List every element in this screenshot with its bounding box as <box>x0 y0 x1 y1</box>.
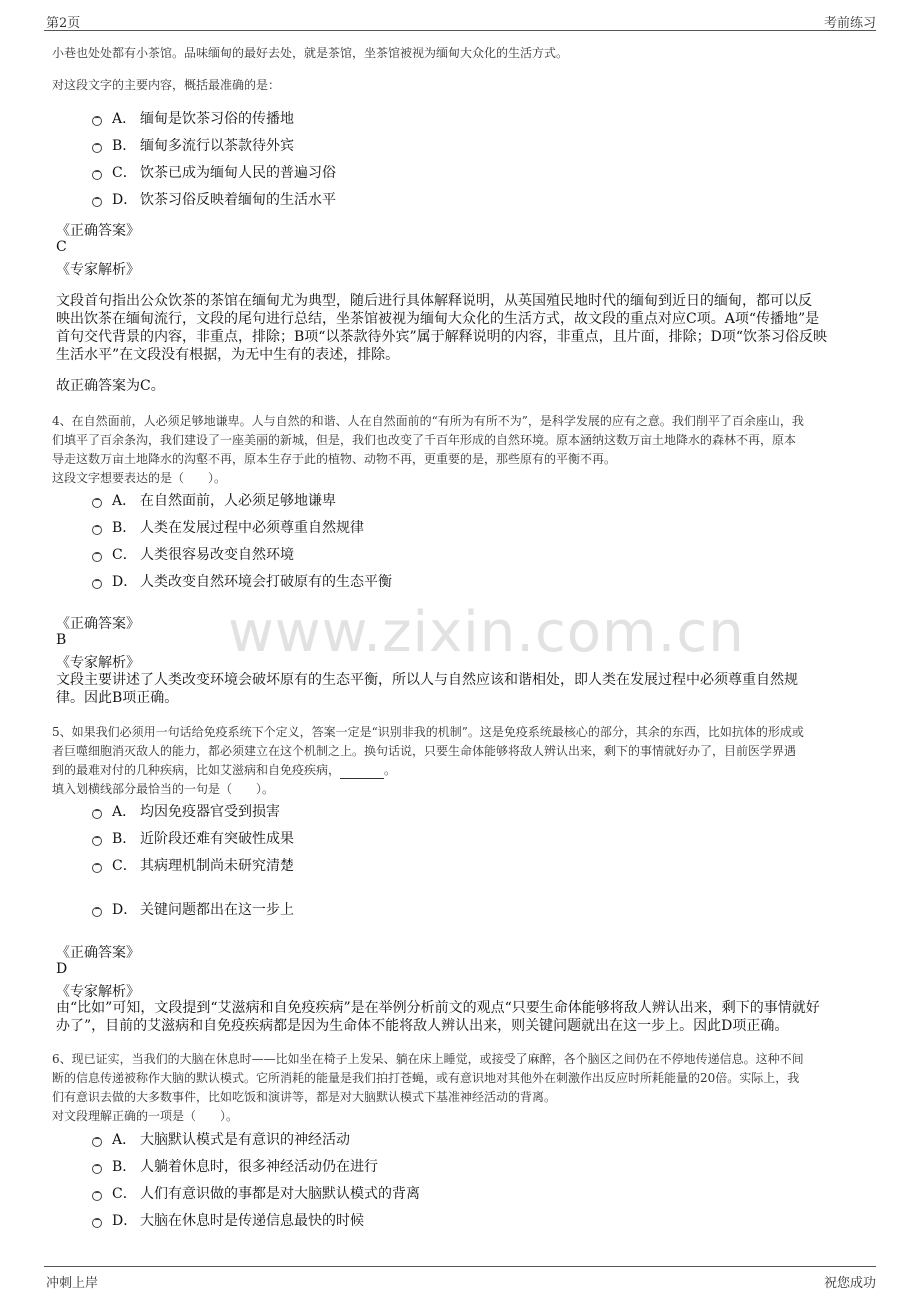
footer-divider <box>44 1266 876 1267</box>
q3-passage: 小巷也处处都有小茶馆。品味缅甸的最好去处，就是茶馆，坐茶馆被视为缅甸大众化的生活方式。 <box>52 46 569 60</box>
radio-icon[interactable] <box>92 907 102 917</box>
q5-passage-line: 者巨噬细胞消灭敌人的能力，都必须建立在这个机制之上。换句话说，只要生命体能够将敌人辨认出来，剩下的事情就好办了，目前医学界遇 <box>52 744 797 758</box>
radio-icon[interactable] <box>92 525 102 535</box>
header-divider <box>44 30 876 31</box>
q6-option-a[interactable]: A． 大脑默认模式是有意识的神经活动 <box>92 1129 350 1149</box>
q4-passage-line: 导走这数万亩土地降水的沟壑不再，原本生存于此的植物、动物不再，更重要的是，那些原有的平衡不再。 <box>52 452 617 466</box>
q3-option-d[interactable]: D． 饮茶习俗反映着缅甸的生活水平 <box>92 189 336 209</box>
q6-prompt: 对文段理解正确的一项是（ ）。 <box>52 1109 239 1123</box>
footer-left-text: 冲刺上岸 <box>46 1276 99 1291</box>
q5-option-a[interactable]: A． 均因免疫器官受到损害 <box>92 801 280 821</box>
radio-icon[interactable] <box>92 836 102 846</box>
q5-option-c[interactable]: C． 其病理机制尚未研究清楚 <box>92 855 294 875</box>
q5-answer: D <box>56 961 68 977</box>
q3-option-b[interactable]: B． 缅甸多流行以茶款待外宾 <box>92 135 294 155</box>
q3-conclusion: 故正确答案为C。 <box>56 378 165 394</box>
q4-passage-line: 们填平了百余条沟，我们建设了一座美丽的新城，但是，我们也改变了千百年形成的自然环境。原本涵纳这数万亩土地降水的森林不再，原本 <box>52 433 797 447</box>
q5-option-b[interactable]: B． 近阶段还难有突破性成果 <box>92 828 294 848</box>
q6-option-c[interactable]: C． 人们有意识做的事都是对大脑默认模式的背离 <box>92 1183 420 1203</box>
q6-passage-line: 6、现已证实，当我们的大脑在休息时——比如坐在椅子上发呆、躺在床上睡觉，或接受了麻醉，各个脑区之间仍在不停地传递信息。这种不间 <box>52 1052 804 1066</box>
radio-icon[interactable] <box>92 143 102 153</box>
radio-icon[interactable] <box>92 863 102 873</box>
radio-icon[interactable] <box>92 1191 102 1201</box>
q3-analysis-line: 文段首句指出公众饮茶的茶馆在缅甸尤为典型，随后进行具体解释说明，从英国殖民地时代的缅甸到近日的缅甸，都可以反 <box>56 293 812 309</box>
q5-prompt: 填入划横线部分最恰当的一句是（ ）。 <box>52 782 275 796</box>
q5-passage-line: 5、如果我们必须用一句话给免疫系统下个定义，答案一定是“识别非我的机制”。这是免疫系统最核心的部分，其余的东西，比如抗体的形成或 <box>52 725 804 739</box>
radio-icon[interactable] <box>92 197 102 207</box>
q4-option-a[interactable]: A． 在自然面前，人必须足够地谦卑 <box>92 490 336 510</box>
footer-right-text: 祝您成功 <box>823 1276 876 1291</box>
q3-analysis-label: 《专家解析》 <box>56 262 140 278</box>
q6-passage-line: 们有意识去做的大多数事件，比如吃饭和演讲等，都是对大脑默认模式下基准神经活动的背离。 <box>52 1090 557 1104</box>
q6-passage-line: 断的信息传递被称作大脑的默认模式。它所消耗的能量是我们拍打苍蝇，或有意识地对其他外在刺激作出反应时所耗能量的20倍。实际上，我 <box>52 1071 800 1085</box>
radio-icon[interactable] <box>92 809 102 819</box>
radio-icon[interactable] <box>92 1164 102 1174</box>
q4-analysis-line: 律。因此B项正确。 <box>56 690 179 706</box>
q3-analysis-line: 生活水平”在文段没有根据，为无中生有的表述，排除。 <box>56 347 400 363</box>
watermark: www.zixin.com.cn <box>228 600 745 665</box>
q5-analysis-line: 办了”，目前的艾滋病和自免疫疾病都是因为生命体不能将敌人辨认出来，则关键问题就出在这一步上。因此D项正确。 <box>56 1018 789 1034</box>
q4-answer-label: 《正确答案》 <box>56 616 140 632</box>
radio-icon[interactable] <box>92 552 102 562</box>
radio-icon[interactable] <box>92 170 102 180</box>
q3-analysis-line: 首句交代背景的内容，非重点，排除；B项“以茶款待外宾”属于解释说明的内容，非重点，且片面，排除；D项“饮茶习俗反映 <box>56 329 827 345</box>
fill-blank <box>340 766 384 779</box>
page-number: 第2页 <box>46 16 81 31</box>
q6-option-b[interactable]: B． 人躺着休息时，很多神经活动仍在进行 <box>92 1156 378 1176</box>
q6-option-d[interactable]: D． 大脑在休息时是传递信息最快的时候 <box>92 1210 364 1230</box>
q4-option-d[interactable]: D． 人类改变自然环境会打破原有的生态平衡 <box>92 571 392 591</box>
q3-prompt: 对这段文字的主要内容，概括最准确的是： <box>52 78 281 92</box>
q5-analysis-label: 《专家解析》 <box>56 984 140 1000</box>
q5-analysis-line: 由“比如”可知，文段提到“艾滋病和自免疫疾病”是在举例分析前文的观点“只要生命体能够将敌人辨认出来，剩下的事情就好 <box>56 1000 820 1016</box>
q4-analysis-line: 文段主要讲述了人类改变环境会破坏原有的生态平衡，所以人与自然应该和谐相处，即人类在发展过程中必须尊重自然规 <box>56 672 798 688</box>
q4-option-b[interactable]: B． 人类在发展过程中必须尊重自然规律 <box>92 517 364 537</box>
radio-icon[interactable] <box>92 1218 102 1228</box>
q4-analysis-label: 《专家解析》 <box>56 655 140 671</box>
q3-answer: C <box>56 239 67 255</box>
q5-answer-label: 《正确答案》 <box>56 945 140 961</box>
q4-passage-line: 4、在自然面前，人必须足够地谦卑。人与自然的和谐、人在自然面前的“有所为有所不为”，是科学发展的应有之意。我们削平了百余座山，我 <box>52 414 804 428</box>
q3-answer-label: 《正确答案》 <box>56 223 140 239</box>
q3-analysis-line: 映出饮茶在缅甸流行，文段的尾句进行总结，坐茶馆被视为缅甸大众化的生活方式，故文段的重点对应C项。A项“传播地”是 <box>56 311 820 327</box>
q3-option-a[interactable]: A． 缅甸是饮茶习俗的传播地 <box>92 108 294 128</box>
radio-icon[interactable] <box>92 579 102 589</box>
radio-icon[interactable] <box>92 116 102 126</box>
q5-option-d[interactable]: D． 关键问题都出在这一步上 <box>92 899 294 919</box>
q4-answer: B <box>56 632 67 648</box>
radio-icon[interactable] <box>92 498 102 508</box>
header-title: 考前练习 <box>823 16 876 31</box>
q4-option-c[interactable]: C． 人类很容易改变自然环境 <box>92 544 294 564</box>
q5-passage-line: 到的最难对付的几种疾病，比如艾滋病和自免疫疾病， 。 <box>52 763 397 777</box>
q3-option-c[interactable]: C． 饮茶已成为缅甸人民的普遍习俗 <box>92 162 336 182</box>
radio-icon[interactable] <box>92 1137 102 1147</box>
q4-prompt: 这段文字想要表达的是（ ）。 <box>52 471 227 485</box>
